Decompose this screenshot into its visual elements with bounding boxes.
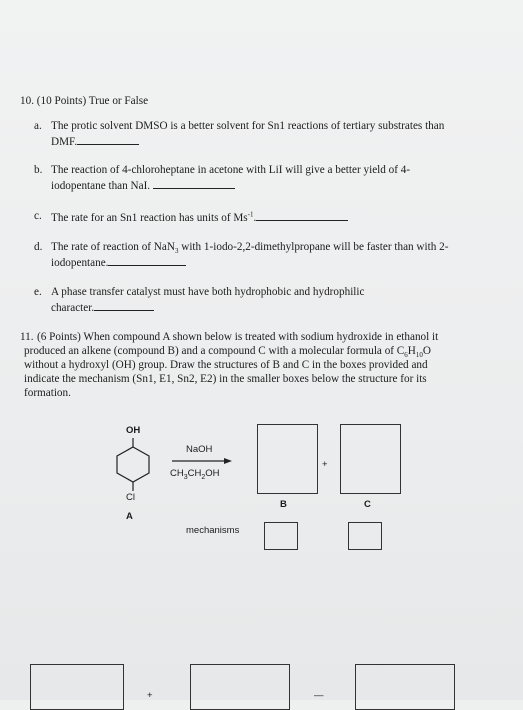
compound-a-label: A (126, 511, 133, 522)
q10a-text-line1: The protic solvent DMSO is a better solvent for Sn1 reactions of tertiary substrates than (51, 120, 445, 132)
q10-header: 10. (10 Points) True or False (20, 95, 149, 107)
q10c-text-line1: The rate for an Sn1 reaction has units of $Ms^{-1}$. (51, 210, 348, 225)
product-b-box[interactable] (257, 424, 318, 494)
mechanism-c-box[interactable] (348, 522, 382, 550)
mechanism-b-box[interactable] (264, 522, 298, 550)
q10e-text-line1: A phase transfer catalyst must have both hydrophobic and hydrophilic (51, 286, 365, 298)
q10b-letter: b. (34, 164, 43, 176)
q10e-letter: e. (34, 286, 42, 298)
q11-text-line2: produced an alkene (compound B) and a compound C with a molecular formula of $C_6H_{10}O$ (24, 345, 431, 360)
q11-text-line5: formation. (24, 387, 71, 399)
label-b: B (280, 499, 287, 510)
q11-text-line3: without a hydroxyl (OH) group. Draw the structures of B and C in the boxes provided and (24, 359, 428, 371)
bottom-box-2[interactable] (190, 664, 290, 710)
q10d-letter: d. (34, 241, 43, 253)
q10a-text-line2: DMF. (51, 134, 139, 149)
q11-text-line4: indicate the mechanism (Sn1, E1, Sn2, E2) in the smaller boxes below the structure for its (24, 373, 427, 385)
label-c: C (364, 499, 371, 510)
plus-sign: + (322, 459, 328, 470)
reaction-arrow-icon (172, 457, 232, 465)
q10d-text-line2: iodopentane. (51, 255, 186, 270)
reagent-naoh: NaOH (186, 444, 213, 455)
oh-label: OH (126, 425, 141, 436)
q10d-answer-blank[interactable] (108, 255, 186, 266)
cl-label: Cl (126, 492, 135, 503)
cyclohexane-ring-icon (112, 433, 156, 493)
q11-number: 11. (20, 331, 34, 343)
q10c-answer-blank[interactable] (256, 210, 348, 221)
q10e-answer-blank[interactable] (94, 300, 154, 311)
reagent-ethanol: $CH_3CH_2OH$ (170, 468, 220, 481)
q10b-text-line1: The reaction of 4-chloroheptane in acetone with LiI will give a better yield of 4- (51, 164, 411, 176)
q11-text-line1: (6 Points) When compound A shown below is treated with sodium hydroxide in ethanol it (37, 331, 439, 343)
product-c-box[interactable] (340, 424, 401, 494)
q10b-answer-blank[interactable] (153, 178, 235, 189)
bottom-minus-sign: — (314, 690, 324, 701)
mechanisms-label: mechanisms (186, 525, 240, 536)
bottom-box-1[interactable] (30, 664, 124, 710)
q10c-letter: c. (34, 210, 42, 222)
q10e-text-line2: character. (51, 300, 154, 315)
bottom-box-3[interactable] (355, 664, 455, 710)
q10d-text-line1: The rate of reaction of NaN$_3$ with 1-iodo-2,2-dimethylpropane will be faster than with 2- (51, 241, 449, 256)
q10a-answer-blank[interactable] (77, 134, 139, 145)
q10b-text-line2: iodopentane than NaI. (51, 178, 235, 193)
q10a-letter: a. (34, 120, 42, 132)
bottom-plus-sign: + (147, 690, 153, 701)
